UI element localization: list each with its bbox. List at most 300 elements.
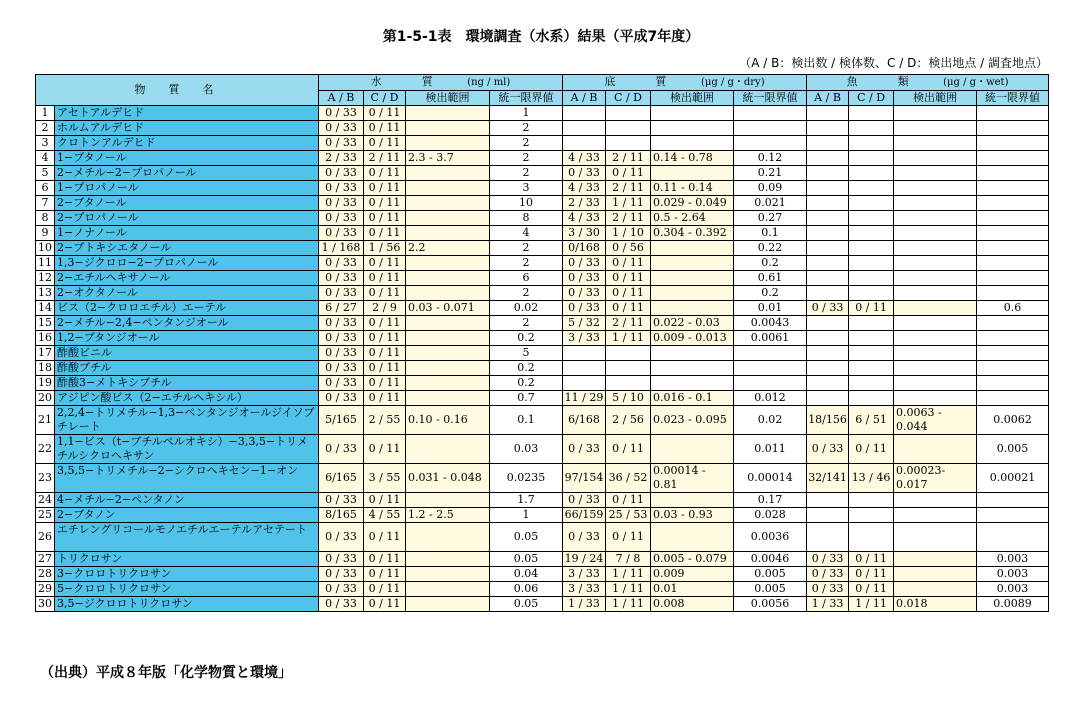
fish-cd bbox=[849, 196, 894, 211]
water-ab: 0 / 33 bbox=[319, 271, 364, 286]
fish-cd bbox=[849, 211, 894, 226]
fish-ab bbox=[807, 361, 849, 376]
sediment-range: 0.022 - 0.03 bbox=[651, 316, 734, 331]
water-limit: 1 bbox=[490, 106, 563, 121]
subheader-ab: A / B bbox=[319, 91, 364, 106]
table-row bbox=[36, 226, 1049, 241]
sediment-ab: 3 / 33 bbox=[563, 582, 606, 597]
row-number: 6 bbox=[36, 181, 55, 196]
water-range bbox=[406, 121, 490, 136]
sediment-cd: 0 / 11 bbox=[606, 286, 651, 301]
water-limit: 0.06 bbox=[490, 582, 563, 597]
water-cd: 0 / 11 bbox=[364, 331, 406, 346]
water-ab: 0 / 33 bbox=[319, 286, 364, 301]
sediment-limit: 0.0036 bbox=[734, 523, 807, 552]
substance-name: アジピン酸ビス（2−エチルヘキシル） bbox=[55, 391, 319, 406]
sediment-cd: 0 / 11 bbox=[606, 493, 651, 508]
sediment-limit: 0.021 bbox=[734, 196, 807, 211]
water-limit: 1 bbox=[490, 508, 563, 523]
sediment-ab bbox=[563, 361, 606, 376]
water-cd: 0 / 11 bbox=[364, 316, 406, 331]
fish-cd: 1 / 11 bbox=[849, 597, 894, 612]
table-row bbox=[36, 256, 1049, 271]
sediment-cd bbox=[606, 121, 651, 136]
sediment-cd: 0 / 11 bbox=[606, 166, 651, 181]
water-ab: 6/165 bbox=[319, 464, 364, 493]
table-row bbox=[36, 106, 1049, 121]
sediment-cd: 1 / 11 bbox=[606, 597, 651, 612]
fish-ab bbox=[807, 241, 849, 256]
row-number: 25 bbox=[36, 508, 55, 523]
water-range: 0.10 - 0.16 bbox=[406, 406, 490, 435]
fish-range bbox=[894, 346, 977, 361]
sediment-cd: 1 / 10 bbox=[606, 226, 651, 241]
fish-limit: 0.6 bbox=[977, 301, 1049, 316]
row-number: 5 bbox=[36, 166, 55, 181]
water-range: 0.03 - 0.071 bbox=[406, 301, 490, 316]
sediment-cd bbox=[606, 106, 651, 121]
fish-limit bbox=[977, 121, 1049, 136]
water-range bbox=[406, 226, 490, 241]
fish-ab bbox=[807, 346, 849, 361]
sediment-range bbox=[651, 435, 734, 464]
table-row bbox=[36, 406, 1049, 435]
sediment-range: 0.304 - 0.392 bbox=[651, 226, 734, 241]
row-number: 9 bbox=[36, 226, 55, 241]
fish-limit: 0.005 bbox=[977, 435, 1049, 464]
sediment-ab bbox=[563, 136, 606, 151]
table-row bbox=[36, 597, 1049, 612]
fish-limit bbox=[977, 241, 1049, 256]
substance-name: 1,2−ブタンジオール bbox=[55, 331, 319, 346]
row-number: 7 bbox=[36, 196, 55, 211]
fish-limit bbox=[977, 361, 1049, 376]
fish-range: 0.018 bbox=[894, 597, 977, 612]
water-cd: 0 / 11 bbox=[364, 435, 406, 464]
fish-cd bbox=[849, 361, 894, 376]
sediment-limit bbox=[734, 121, 807, 136]
substance-name: 2−メチル−2−プロパノール bbox=[55, 166, 319, 181]
sediment-ab: 19 / 24 bbox=[563, 552, 606, 567]
sediment-limit: 0.00014 bbox=[734, 464, 807, 493]
water-ab: 0 / 33 bbox=[319, 166, 364, 181]
fish-ab bbox=[807, 331, 849, 346]
fish-ab: 0 / 33 bbox=[807, 552, 849, 567]
water-range bbox=[406, 435, 490, 464]
fish-ab: 0 / 33 bbox=[807, 301, 849, 316]
water-ab: 0 / 33 bbox=[319, 331, 364, 346]
fish-ab bbox=[807, 226, 849, 241]
water-cd: 0 / 11 bbox=[364, 597, 406, 612]
sediment-limit: 0.0043 bbox=[734, 316, 807, 331]
water-limit: 2 bbox=[490, 241, 563, 256]
water-range bbox=[406, 271, 490, 286]
sediment-limit: 0.02 bbox=[734, 406, 807, 435]
table-row bbox=[36, 582, 1049, 597]
water-ab: 5/165 bbox=[319, 406, 364, 435]
source-note: （出典）平成８年版「化学物質と環境」 bbox=[40, 665, 292, 681]
water-range bbox=[406, 166, 490, 181]
sediment-cd: 2 / 56 bbox=[606, 406, 651, 435]
water-ab: 0 / 33 bbox=[319, 346, 364, 361]
sediment-limit: 0.012 bbox=[734, 391, 807, 406]
water-cd: 0 / 11 bbox=[364, 181, 406, 196]
substance-name: 2−プロパノール bbox=[55, 211, 319, 226]
water-range bbox=[406, 316, 490, 331]
water-range: 1.2 - 2.5 bbox=[406, 508, 490, 523]
fish-cd: 0 / 11 bbox=[849, 435, 894, 464]
fish-range: 0.00023-0.017 bbox=[894, 464, 977, 493]
subheader-range: 検出範囲 bbox=[894, 91, 977, 106]
sediment-limit: 0.12 bbox=[734, 151, 807, 166]
row-number: 27 bbox=[36, 552, 55, 567]
substance-name: 3,5,5−トリメチル−2−シクロヘキセン−1−オン bbox=[55, 464, 319, 493]
water-range: 0.031 - 0.048 bbox=[406, 464, 490, 493]
water-ab: 0 / 33 bbox=[319, 435, 364, 464]
fish-cd bbox=[849, 241, 894, 256]
water-limit: 5 bbox=[490, 346, 563, 361]
table-row bbox=[36, 286, 1049, 301]
subheader-limit: 統一限界値 bbox=[734, 91, 807, 106]
water-range bbox=[406, 286, 490, 301]
sediment-ab: 3 / 30 bbox=[563, 226, 606, 241]
water-limit: 0.2 bbox=[490, 331, 563, 346]
substance-name: 3,5−ジクロロトリクロサン bbox=[55, 597, 319, 612]
fish-ab: 0 / 33 bbox=[807, 567, 849, 582]
fish-limit bbox=[977, 181, 1049, 196]
row-number: 24 bbox=[36, 493, 55, 508]
water-cd: 0 / 11 bbox=[364, 121, 406, 136]
header-sediment: 底 質 (μg / g・dry) bbox=[563, 75, 807, 91]
fish-limit bbox=[977, 391, 1049, 406]
header-fish: 魚 類 (μg / g・wet) bbox=[807, 75, 1049, 91]
fish-ab bbox=[807, 508, 849, 523]
table-row bbox=[36, 552, 1049, 567]
table-row bbox=[36, 211, 1049, 226]
subheader-ab: A / B bbox=[807, 91, 849, 106]
fish-range bbox=[894, 151, 977, 166]
sediment-limit: 0.01 bbox=[734, 301, 807, 316]
row-number: 12 bbox=[36, 271, 55, 286]
sediment-range bbox=[651, 271, 734, 286]
water-limit: 0.05 bbox=[490, 552, 563, 567]
substance-name: 1−プロパノール bbox=[55, 181, 319, 196]
water-cd: 0 / 11 bbox=[364, 196, 406, 211]
fish-range bbox=[894, 376, 977, 391]
sediment-limit bbox=[734, 136, 807, 151]
water-cd: 0 / 11 bbox=[364, 567, 406, 582]
fish-range bbox=[894, 166, 977, 181]
water-limit: 0.2 bbox=[490, 361, 563, 376]
fish-cd bbox=[849, 391, 894, 406]
water-range bbox=[406, 567, 490, 582]
row-number: 13 bbox=[36, 286, 55, 301]
sediment-limit: 0.2 bbox=[734, 286, 807, 301]
sediment-cd: 0 / 11 bbox=[606, 256, 651, 271]
water-cd: 0 / 11 bbox=[364, 256, 406, 271]
fish-ab bbox=[807, 211, 849, 226]
fish-ab bbox=[807, 316, 849, 331]
water-range bbox=[406, 106, 490, 121]
sediment-ab: 0 / 33 bbox=[563, 271, 606, 286]
sediment-range bbox=[651, 241, 734, 256]
fish-ab bbox=[807, 376, 849, 391]
fish-cd bbox=[849, 346, 894, 361]
sediment-ab: 11 / 29 bbox=[563, 391, 606, 406]
fish-cd: 0 / 11 bbox=[849, 552, 894, 567]
fish-range bbox=[894, 271, 977, 286]
fish-range bbox=[894, 286, 977, 301]
fish-ab: 32/141 bbox=[807, 464, 849, 493]
water-cd: 0 / 11 bbox=[364, 286, 406, 301]
sediment-ab: 0 / 33 bbox=[563, 256, 606, 271]
sediment-cd: 0 / 56 bbox=[606, 241, 651, 256]
water-range bbox=[406, 552, 490, 567]
water-ab: 0 / 33 bbox=[319, 361, 364, 376]
fish-limit bbox=[977, 196, 1049, 211]
table-row bbox=[36, 121, 1049, 136]
water-limit: 2 bbox=[490, 316, 563, 331]
sediment-range: 0.009 bbox=[651, 567, 734, 582]
row-number: 21 bbox=[36, 406, 55, 435]
sediment-limit: 0.09 bbox=[734, 181, 807, 196]
water-limit: 0.0235 bbox=[490, 464, 563, 493]
substance-name: 2−ブトキシエタノール bbox=[55, 241, 319, 256]
water-limit: 0.02 bbox=[490, 301, 563, 316]
fish-cd: 0 / 11 bbox=[849, 301, 894, 316]
row-number: 28 bbox=[36, 567, 55, 582]
results-table bbox=[35, 74, 1049, 612]
table-row bbox=[36, 241, 1049, 256]
row-number: 3 bbox=[36, 136, 55, 151]
water-cd: 0 / 11 bbox=[364, 523, 406, 552]
table-row bbox=[36, 464, 1049, 493]
sediment-range bbox=[651, 523, 734, 552]
sediment-ab: 4 / 33 bbox=[563, 211, 606, 226]
water-cd: 2 / 55 bbox=[364, 406, 406, 435]
water-range bbox=[406, 493, 490, 508]
fish-cd bbox=[849, 166, 894, 181]
fish-cd bbox=[849, 376, 894, 391]
sediment-cd: 0 / 11 bbox=[606, 435, 651, 464]
table-body bbox=[36, 106, 1049, 612]
water-cd: 2 / 9 bbox=[364, 301, 406, 316]
table-row bbox=[36, 301, 1049, 316]
table-row bbox=[36, 523, 1049, 552]
row-number: 15 bbox=[36, 316, 55, 331]
sediment-ab bbox=[563, 376, 606, 391]
substance-name: 2−ブタノール bbox=[55, 196, 319, 211]
sediment-range: 0.03 - 0.93 bbox=[651, 508, 734, 523]
water-limit: 4 bbox=[490, 226, 563, 241]
water-limit: 6 bbox=[490, 271, 563, 286]
fish-limit bbox=[977, 508, 1049, 523]
table-row bbox=[36, 391, 1049, 406]
water-range bbox=[406, 181, 490, 196]
sediment-limit bbox=[734, 361, 807, 376]
fish-cd bbox=[849, 316, 894, 331]
fish-cd bbox=[849, 493, 894, 508]
fish-ab: 1 / 33 bbox=[807, 597, 849, 612]
sediment-limit: 0.0046 bbox=[734, 552, 807, 567]
sediment-cd: 2 / 11 bbox=[606, 316, 651, 331]
fish-ab bbox=[807, 493, 849, 508]
sediment-limit: 0.1 bbox=[734, 226, 807, 241]
water-ab: 8/165 bbox=[319, 508, 364, 523]
fish-range bbox=[894, 301, 977, 316]
fish-range bbox=[894, 331, 977, 346]
water-cd: 0 / 11 bbox=[364, 136, 406, 151]
sediment-range: 0.01 bbox=[651, 582, 734, 597]
substance-name: 酢酸ビニル bbox=[55, 346, 319, 361]
sediment-cd: 1 / 11 bbox=[606, 331, 651, 346]
substance-name: 1,1−ビス（t−ブチルペルオキシ）−3,3,5−トリメチルシクロヘキサン bbox=[55, 435, 319, 464]
water-ab: 0 / 33 bbox=[319, 391, 364, 406]
sediment-cd: 1 / 11 bbox=[606, 582, 651, 597]
row-number: 11 bbox=[36, 256, 55, 271]
fish-cd bbox=[849, 226, 894, 241]
fish-cd bbox=[849, 331, 894, 346]
fish-ab bbox=[807, 136, 849, 151]
water-range bbox=[406, 346, 490, 361]
sediment-ab: 0 / 33 bbox=[563, 301, 606, 316]
row-number: 10 bbox=[36, 241, 55, 256]
sediment-cd: 36 / 52 bbox=[606, 464, 651, 493]
table-row bbox=[36, 508, 1049, 523]
fish-ab bbox=[807, 196, 849, 211]
subheader-limit: 統一限界値 bbox=[490, 91, 563, 106]
water-ab: 0 / 33 bbox=[319, 226, 364, 241]
sediment-ab: 0 / 33 bbox=[563, 493, 606, 508]
water-limit: 0.05 bbox=[490, 523, 563, 552]
fish-ab: 0 / 33 bbox=[807, 582, 849, 597]
fish-limit bbox=[977, 151, 1049, 166]
substance-name: ホルムアルデヒド bbox=[55, 121, 319, 136]
substance-name: エチレングリコールモノエチルエーテルアセテート bbox=[55, 523, 319, 552]
fish-cd bbox=[849, 136, 894, 151]
fish-ab bbox=[807, 271, 849, 286]
fish-range bbox=[894, 361, 977, 376]
sediment-ab: 1 / 33 bbox=[563, 597, 606, 612]
header-substance: 物 質 名 bbox=[36, 75, 319, 106]
table-row bbox=[36, 331, 1049, 346]
sediment-limit bbox=[734, 376, 807, 391]
fish-ab: 0 / 33 bbox=[807, 435, 849, 464]
water-cd: 0 / 11 bbox=[364, 582, 406, 597]
fish-limit bbox=[977, 106, 1049, 121]
sediment-range: 0.14 - 0.78 bbox=[651, 151, 734, 166]
substance-name: 1,3−ジクロロ−2−プロパノール bbox=[55, 256, 319, 271]
fish-limit: 0.003 bbox=[977, 567, 1049, 582]
row-number: 19 bbox=[36, 376, 55, 391]
row-number: 30 bbox=[36, 597, 55, 612]
sediment-ab: 4 / 33 bbox=[563, 181, 606, 196]
fish-ab bbox=[807, 256, 849, 271]
water-ab: 6 / 27 bbox=[319, 301, 364, 316]
water-ab: 0 / 33 bbox=[319, 136, 364, 151]
water-ab: 0 / 33 bbox=[319, 211, 364, 226]
fish-range bbox=[894, 523, 977, 552]
table-row bbox=[36, 361, 1049, 376]
header-water: 水 質 (ng / ml) bbox=[319, 75, 563, 91]
water-ab: 0 / 33 bbox=[319, 316, 364, 331]
sediment-ab: 0 / 33 bbox=[563, 286, 606, 301]
fish-range bbox=[894, 241, 977, 256]
water-limit: 3 bbox=[490, 181, 563, 196]
row-number: 29 bbox=[36, 582, 55, 597]
fish-range bbox=[894, 106, 977, 121]
substance-name: 2−ブタノン bbox=[55, 508, 319, 523]
fish-limit: 0.00021 bbox=[977, 464, 1049, 493]
sediment-limit: 0.21 bbox=[734, 166, 807, 181]
row-number: 16 bbox=[36, 331, 55, 346]
sediment-range bbox=[651, 493, 734, 508]
fish-range bbox=[894, 211, 977, 226]
substance-name: 2−エチルヘキサノール bbox=[55, 271, 319, 286]
sediment-ab bbox=[563, 106, 606, 121]
sediment-range bbox=[651, 346, 734, 361]
sediment-range bbox=[651, 106, 734, 121]
sediment-range: 0.00014 - 0.81 bbox=[651, 464, 734, 493]
fish-limit bbox=[977, 316, 1049, 331]
fish-range bbox=[894, 196, 977, 211]
sediment-cd: 5 / 10 bbox=[606, 391, 651, 406]
water-ab: 0 / 33 bbox=[319, 181, 364, 196]
substance-name: 1−ノナノール bbox=[55, 226, 319, 241]
water-ab: 0 / 33 bbox=[319, 597, 364, 612]
fish-range bbox=[894, 552, 977, 567]
fish-range bbox=[894, 435, 977, 464]
water-range bbox=[406, 597, 490, 612]
fish-cd: 6 / 51 bbox=[849, 406, 894, 435]
sediment-cd: 1 / 11 bbox=[606, 567, 651, 582]
water-limit: 2 bbox=[490, 136, 563, 151]
water-ab: 0 / 33 bbox=[319, 493, 364, 508]
fish-ab bbox=[807, 121, 849, 136]
sediment-range: 0.009 - 0.013 bbox=[651, 331, 734, 346]
sediment-ab: 0 / 33 bbox=[563, 435, 606, 464]
fish-range bbox=[894, 136, 977, 151]
fish-cd: 0 / 11 bbox=[849, 582, 894, 597]
water-range bbox=[406, 582, 490, 597]
water-cd: 0 / 11 bbox=[364, 166, 406, 181]
fish-range bbox=[894, 316, 977, 331]
subheader-limit: 統一限界値 bbox=[977, 91, 1049, 106]
water-range bbox=[406, 361, 490, 376]
fish-limit: 0.0062 bbox=[977, 406, 1049, 435]
sediment-cd: 2 / 11 bbox=[606, 151, 651, 166]
sediment-cd: 2 / 11 bbox=[606, 181, 651, 196]
sediment-cd bbox=[606, 346, 651, 361]
fish-limit bbox=[977, 136, 1049, 151]
fish-cd: 13 / 46 bbox=[849, 464, 894, 493]
sediment-range bbox=[651, 136, 734, 151]
water-limit: 2 bbox=[490, 286, 563, 301]
fish-range: 0.0063 - 0.044 bbox=[894, 406, 977, 435]
sediment-range bbox=[651, 301, 734, 316]
subheader-ab: A / B bbox=[563, 91, 606, 106]
sediment-range bbox=[651, 121, 734, 136]
sediment-cd: 0 / 11 bbox=[606, 523, 651, 552]
fish-cd bbox=[849, 121, 894, 136]
water-cd: 0 / 11 bbox=[364, 346, 406, 361]
substance-name: 5−クロロトリクロサン bbox=[55, 582, 319, 597]
sediment-limit: 0.028 bbox=[734, 508, 807, 523]
fish-limit bbox=[977, 211, 1049, 226]
water-cd: 4 / 55 bbox=[364, 508, 406, 523]
fish-range bbox=[894, 493, 977, 508]
fish-ab bbox=[807, 181, 849, 196]
